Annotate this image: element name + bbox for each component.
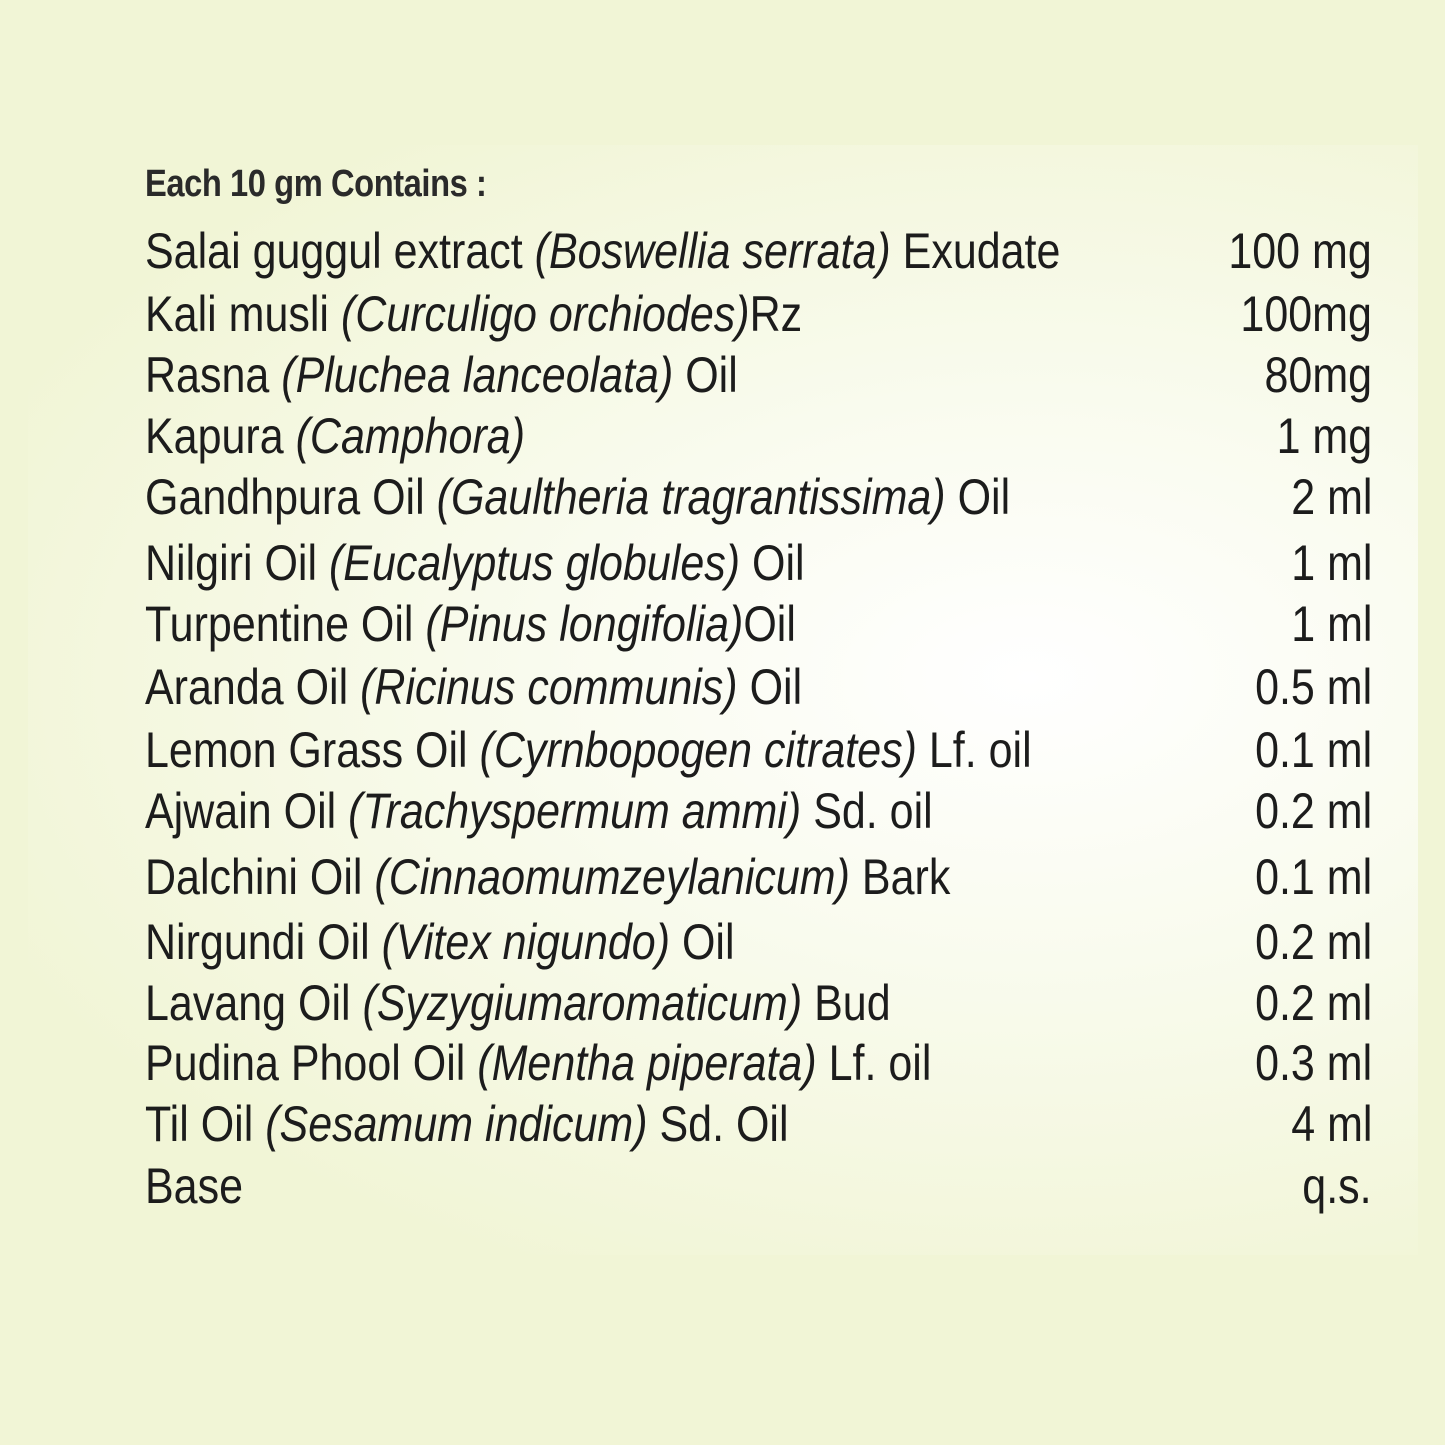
ingredient-scientific-name: (Ricinus communis) bbox=[360, 659, 738, 715]
ingredient-row bbox=[145, 283, 1372, 345]
ingredient-quantity: 0.2 ml bbox=[1254, 975, 1372, 1031]
ingredient-quantity: 0.2 ml bbox=[1254, 783, 1372, 839]
ingredient-name: Rasna (Pluchea lanceolata) Oil bbox=[145, 347, 738, 403]
ingredient-part: Oil bbox=[673, 347, 738, 403]
ingredient-part: Oil bbox=[670, 914, 735, 970]
ingredient-name: Dalchini Oil (Cinnaomumzeylanicum) Bark bbox=[145, 849, 951, 905]
ingredient-part: Exudate bbox=[890, 223, 1061, 279]
ingredient-quantity: 0.5 ml bbox=[1254, 659, 1372, 715]
ingredient-part: Oil bbox=[737, 659, 803, 715]
ingredient-name: Nirgundi Oil (Vitex nigundo) Oil bbox=[145, 914, 735, 970]
ingredient-name: Lemon Grass Oil (Cyrnbopogen citrates) Lf. oil bbox=[145, 722, 1032, 778]
ingredient-name: Nilgiri Oil (Eucalyptus globules) Oil bbox=[145, 535, 805, 591]
ingredient-quantity: 0.3 ml bbox=[1254, 1035, 1372, 1091]
ingredient-name: Salai guggul extract (Boswellia serrata) Exudate bbox=[145, 223, 1061, 279]
ingredient-quantity: 100 mg bbox=[1228, 223, 1372, 279]
ingredient-quantity: 0.2 ml bbox=[1254, 914, 1372, 970]
ingredient-scientific-name: (Mentha piperata) bbox=[477, 1035, 817, 1091]
ingredient-name: Gandhpura Oil (Gaultheria tragrantissima) Oil bbox=[145, 469, 1011, 525]
ingredient-name: Lavang Oil (Syzygiumaromaticum) Bud bbox=[145, 975, 891, 1031]
ingredient-row bbox=[145, 344, 1372, 406]
ingredient-row bbox=[145, 780, 1372, 842]
ingredient-name: Kali musli (Curculigo orchiodes)Rz bbox=[145, 286, 803, 342]
ingredient-row bbox=[145, 220, 1372, 282]
ingredient-scientific-name: (Gaultheria tragrantissima) bbox=[436, 469, 946, 525]
ingredient-row bbox=[145, 1155, 1372, 1217]
ingredient-part: Oil bbox=[945, 469, 1011, 525]
ingredient-scientific-name: (Trachyspermum ammi) bbox=[348, 783, 802, 839]
ingredient-scientific-name: (Pluchea lanceolata) bbox=[281, 347, 674, 403]
ingredient-row bbox=[145, 405, 1372, 467]
ingredient-row bbox=[145, 1032, 1372, 1094]
ingredient-scientific-name: (Curculigo orchiodes) bbox=[340, 286, 750, 342]
ingredient-row bbox=[145, 911, 1372, 973]
ingredient-row bbox=[145, 656, 1372, 718]
ingredient-scientific-name: (Sesamum indicum) bbox=[265, 1096, 648, 1152]
ingredient-scientific-name: (Pinus longifolia) bbox=[425, 596, 744, 652]
ingredient-scientific-name: (Cyrnbopogen citrates) bbox=[479, 722, 917, 778]
ingredient-part: Lf. oil bbox=[916, 722, 1032, 778]
ingredient-part: Rz bbox=[749, 286, 803, 342]
ingredient-row bbox=[145, 1093, 1372, 1155]
ingredient-row bbox=[145, 719, 1372, 781]
ingredient-quantity: 1 ml bbox=[1290, 596, 1372, 652]
ingredient-row bbox=[145, 532, 1372, 594]
ingredient-name: Aranda Oil (Ricinus communis) Oil bbox=[145, 659, 803, 715]
ingredient-quantity: 100mg bbox=[1240, 286, 1372, 342]
ingredient-part: Sd. Oil bbox=[647, 1096, 789, 1152]
ingredient-scientific-name: (Camphora) bbox=[295, 408, 526, 464]
ingredient-part: Oil bbox=[743, 596, 796, 652]
ingredient-part: Bud bbox=[802, 975, 891, 1031]
ingredient-row bbox=[145, 466, 1372, 528]
ingredient-quantity: 80mg bbox=[1264, 347, 1372, 403]
ingredient-name: Pudina Phool Oil (Mentha piperata) Lf. oil bbox=[145, 1035, 932, 1091]
ingredient-part: Oil bbox=[740, 535, 805, 591]
ingredient-part: Bark bbox=[849, 849, 951, 905]
ingredient-quantity: 4 ml bbox=[1290, 1096, 1372, 1152]
ingredient-quantity: 2 ml bbox=[1290, 469, 1372, 525]
ingredient-scientific-name: (Boswellia serrata) bbox=[534, 223, 891, 279]
composition-heading: Each 10 gm Contains : bbox=[145, 163, 487, 205]
ingredient-scientific-name: (Eucalyptus globules) bbox=[328, 535, 741, 591]
ingredient-part: Sd. oil bbox=[801, 783, 933, 839]
ingredient-scientific-name: (Vitex nigundo) bbox=[381, 914, 671, 970]
ingredient-quantity: 0.1 ml bbox=[1254, 722, 1372, 778]
ingredient-name: Base bbox=[145, 1158, 244, 1214]
ingredient-scientific-name: (Syzygiumaromaticum) bbox=[362, 975, 803, 1031]
ingredient-row bbox=[145, 846, 1372, 908]
ingredient-quantity: q.s. bbox=[1302, 1158, 1372, 1214]
ingredient-name: Ajwain Oil (Trachyspermum ammi) Sd. oil bbox=[145, 783, 933, 839]
ingredient-part: Lf. oil bbox=[816, 1035, 932, 1091]
ingredient-quantity: 0.1 ml bbox=[1254, 849, 1372, 905]
ingredient-row bbox=[145, 593, 1372, 655]
ingredient-scientific-name: (Cinnaomumzeylanicum) bbox=[374, 849, 850, 905]
ingredient-name: Kapura (Camphora) bbox=[145, 408, 526, 464]
ingredient-row bbox=[145, 972, 1372, 1034]
ingredient-quantity: 1 mg bbox=[1276, 408, 1372, 464]
ingredient-name: Turpentine Oil (Pinus longifolia)Oil bbox=[145, 596, 796, 652]
ingredient-quantity: 1 ml bbox=[1290, 535, 1372, 591]
ingredient-name: Til Oil (Sesamum indicum) Sd. Oil bbox=[145, 1096, 789, 1152]
